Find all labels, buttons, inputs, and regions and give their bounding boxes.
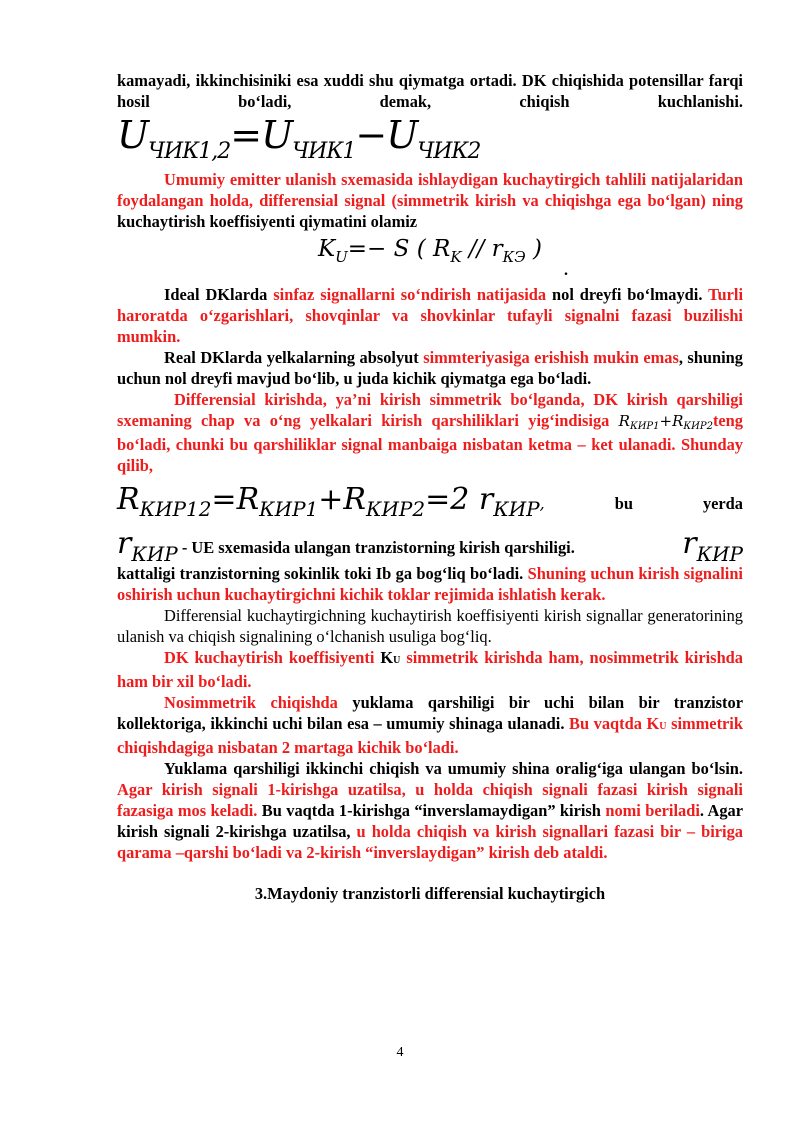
formula-dot: . bbox=[564, 262, 568, 279]
paragraph-ideal-dk: Ideal DKlarda sinfaz signallarni so‘ndirish natijasida nol dreyfi bo‘lmaydi. Turli haroratda o‘zgarishlari, shovqinlar va shovkinlar tufayli signalni fazasi buzilishi mumkin. bbox=[117, 285, 744, 346]
paragraph-rkir-definition: $r_{КИР}$ - UE sxemasida ulangan tranzistorning kirish qarshiligi. $r_{КИР}$ bbox=[117, 526, 743, 566]
formula-gain: $K_U=- S$ ( $R_K // r_{КЭ}$ ) bbox=[317, 236, 543, 266]
section-heading: 3.Maydoniy tranzistorli differensial kuchaytirgich bbox=[254, 884, 606, 903]
formula-rkir-sum: $R_{КИР1}+R_{КИР2}$ bbox=[618, 412, 713, 432]
paragraph-gain-symmetry: DK kuchaytirish koeffisiyenti KU simmetrik kirishda ham, nosimmetrik kirishda ham bir xil bo‘ladi. bbox=[117, 648, 743, 691]
paragraph-load-resistance: Yuklama qarshiligi ikkinchi chiqish va umumiy shina oralig‘iga ulangan bo‘lsin. Agar kirish signali 1-kirishga uzatilsa, u holda chiqish signali fazasi kirish signali fazasiga mos keladi. Bu vaqtda 1-kirishga “inverslamaydigan” kirish nomi beriladi. Agar kirish signali 2-kirishga uzatilsa, u holda chiqish va kirish signallari fazasi bir – biriga qarama –qarshi bo‘ladi va 2-kirish “inverslaydigan” kirish deb ataldi. bbox=[117, 759, 743, 862]
paragraph-intro: kamayadi, ikkinchisiniki esa xuddi shu qiymatga ortadi. DK chiqishida potensillar farqi hosil bo‘ladi, demak, chiqish kuchlanishi. bbox=[117, 71, 743, 111]
paragraph-quiescent-current: kattaligi tranzistorning sokinlik toki Ib ga bog‘liq bo‘ladi. Shuning uchun kirish signalini oshirish uchun kuchaytirgichni kichik toklar rejimida ishlatish kerak. bbox=[117, 564, 743, 604]
paragraph-gain-dependence: Differensial kuchaytirgichning kuchaytirish koeffisiyenti kirish signallar generatorining ulanish va chiqish signalining o‘lchanish usuliga bog‘liq. bbox=[117, 606, 743, 646]
paragraph-gain-intro: Umumiy emitter ulanish sxemasida ishlaydigan kuchaytirgich tahlili natijalaridan foydalangan holda, differensial signal (simmetrik kirish va chiqishga ega bo‘lgan) ning kuchaytirish koeffisiyenti qiymatini olamiz bbox=[117, 170, 743, 231]
formula-input-resistance-row: $R_{КИР12}=R_{КИР1}+R_{КИР2}=2$ $r_{КИР}$, bu yerda bbox=[117, 480, 743, 524]
paragraph-real-dk: Real DKlarda yelkalarning absolyut simmteriyasiga erishish mukin emas, shuning uchun nol dreyfi mavjud bo‘lib, u juda kichik qiymatga ega bo‘ladi. bbox=[117, 348, 743, 388]
page-number: 4 bbox=[396, 1045, 404, 1060]
formula-output-voltage: $U_{ЧИК1,2}=U_{ЧИК1}-U_{ЧИК2}$ bbox=[117, 113, 481, 164]
formula-input-resistance: $R_{КИР12}=R_{КИР1}+R_{КИР2}=2$ $r_{КИР}$, bbox=[117, 482, 545, 521]
page-content bbox=[117, 70, 743, 904]
paragraph-differential-input: Differensial kirishda, ya’ni kirish simmetrik bo‘lganda, DK kirish qarshiligi sxemaning chap va o‘ng yelkalari kirish qarshiliklari yig‘indisiga $R_{КИР1}+R_{КИР2}teng$ bo‘ladi, chunki bu qarshiliklar signal manbaiga nisbatan ketma – ket ulanadi. Shunday qilib, bbox=[117, 390, 743, 475]
paragraph-asymmetric-output: Nosimmetrik chiqishda yuklama qarshiligi bir uchi bilan bir tranzistor kollektoriga, ikkinchi uchi bilan esa – umumiy shinaga ulanadi. Bu vaqtda KU simmetrik chiqishdagiga nisbatan 2 martaga kichik bo‘ladi. bbox=[117, 693, 743, 757]
